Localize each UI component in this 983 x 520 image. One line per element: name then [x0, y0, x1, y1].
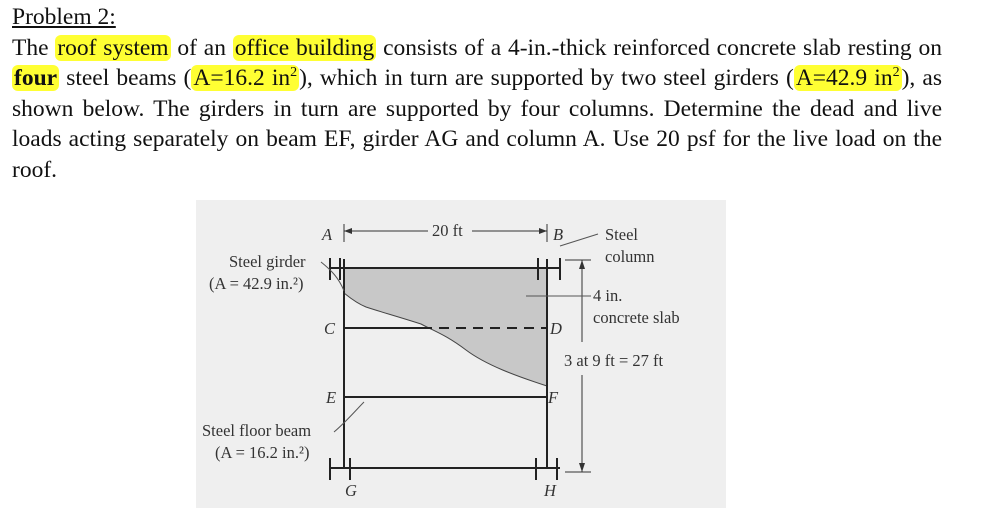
problem-title: Problem 2: [12, 4, 116, 30]
beam-label-2: (A = 16.2 in.²) [215, 443, 310, 462]
highlighted-text: A=42.9 $in^2$ [795, 65, 900, 91]
text-segment: ), which in turn are supported by two steel girders ( [299, 65, 794, 91]
point-H-label: H [544, 481, 556, 500]
slab-label-1: 4 in. [593, 286, 623, 305]
point-B-label: B [553, 225, 564, 244]
steel-column-label-2: column [605, 247, 655, 266]
girder-label-1: Steel girder [229, 252, 306, 271]
beam-label-1: Steel floor beam [202, 421, 312, 440]
height-dimension-label: 3 at 9 ft = 27 ft [564, 351, 664, 370]
point-C-label: C [324, 319, 336, 338]
text-segment: ), as shown below. The girders in turn are supported by four columns. Determine the dead and live loads acting separately on beam EF, girder AG and column A. Use 20 psf for the live load on the roof. [12, 65, 942, 183]
problem-paragraph [12, 33, 942, 186]
text-segment: consists of a 4-in.-thick reinforced concrete slab resting on [376, 34, 942, 61]
floor-plan-svg [196, 200, 726, 508]
span-dimension-label: 20 ft [432, 221, 463, 240]
point-A-label: A [322, 225, 333, 244]
point-E-label: E [326, 388, 337, 407]
highlighted-text: A=16.2 $in^2$ [193, 65, 298, 91]
highlighted-text: four [14, 65, 58, 91]
steel-column-label-1: Steel [605, 225, 638, 244]
girder-label-2: (A = 42.9 in.²) [209, 274, 304, 293]
highlighted-text: office building [234, 34, 375, 61]
problem-statement [12, 2, 942, 185]
point-D-label: D [550, 319, 562, 338]
text-segment: steel beams ( [59, 65, 192, 91]
point-F-label: F [548, 388, 559, 407]
point-G-label: G [345, 481, 357, 500]
highlighted-text: roof system [57, 34, 169, 61]
slab-label-2: concrete slab [593, 308, 680, 327]
text-segment: The [12, 34, 56, 61]
structural-diagram [196, 200, 726, 508]
text-segment: of an [170, 34, 233, 61]
